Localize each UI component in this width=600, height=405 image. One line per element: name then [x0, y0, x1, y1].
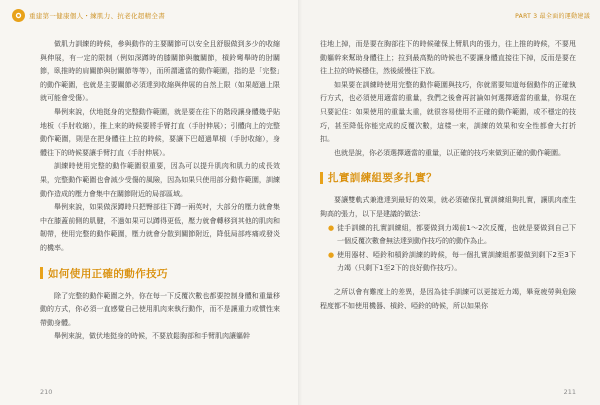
page-number-left: 210	[40, 388, 53, 396]
section-heading-text: 如何使用正確的動作技巧	[48, 267, 168, 280]
book-title: 重建第一健康個人・練肌力、抗老化超精全書	[29, 12, 165, 20]
chapter-title: PART 3 最全面的運動建議	[515, 13, 590, 20]
paragraph: 如果要在訓練時使用完整的動作範圍與技巧，你就需要知道每個動作的正確執行方式，也必須使用適當的重量，我們之後會再討論如何選擇適當的重量，你現在只要記住：如果使用的重量太重，就很容易使用不正確的動作範圍，或不穩定的技巧，甚至降低你能完成的反覆次數，這樣一來，訓練的效果和安全性都會大打折扣。	[320, 80, 576, 144]
brand-logo-icon	[12, 9, 25, 22]
paragraph: 也就是說，你必須選擇適當的重量，以正確的技巧來做到正確的動作範圍。	[334, 148, 565, 157]
left-header	[12, 9, 165, 22]
bullet-list	[320, 222, 576, 276]
paragraph: 往地上掉，而是要在胸部往下的時候確保上臂肌肉的張力，往上推的時候，不要甩動軀幹來幫助身體往上；拉到最高點的時候也不要讓身體直接往下掉，反而是要在往上拉的時候穩住，然後緩慢往下放。	[320, 40, 576, 76]
page-number-right: 211	[563, 388, 576, 396]
paragraph: 要讓雙軌式兼進達到最好的效果，就必須確保扎實訓練組夠扎實，讓肌肉產生夠高的張力，以下是建議的做法：	[320, 196, 576, 218]
paragraph: 舉例來說，做伏地挺身的時候，不要放鬆胸部和手臂肌肉讓軀幹	[54, 332, 250, 341]
paragraph: 除了完整的動作範圍之外，你在每一下反覆次數也都要控制身體和重量移動的方式，你必須一直感覺自己使用肌肉來執行動作，而不是讓重力或慣性來帶動身體。	[40, 291, 280, 327]
bullet-icon: ●	[328, 223, 335, 232]
paragraph: 訓練時使用完整的動作範圍很重要，因為可以提升肌肉和肌力的成長效果，完整動作範圍也會減少受傷的風險，因為如果只使用部分動作範圍，訓練動作造成的壓力會集中在關節附近的局部區域。	[40, 162, 280, 198]
paragraph: 舉例來說，伏地挺身的完整動作範圍，就是要在往下的階段讓身體幾乎貼地板（手肘收縮），推上來的時候要將手臂打直（手肘伸展）；引體向上的完整動作範圍，則是在把身體往上拉的時候，要讓下巴超過單槓（手肘收縮），身體往下的時候要讓手臂打直（手肘伸展）。	[40, 107, 280, 157]
heading-accent-bar	[320, 172, 323, 184]
right-page	[300, 0, 600, 405]
list-item	[328, 249, 576, 276]
section-heading	[320, 170, 576, 185]
paragraph: 做肌力訓練的時候，參與動作的主要關節可以安全且舒服做到多少的收縮與伸展，有一定的限制（例如深蹲時的膝關節與髖關節，槓鈴彎舉時的肘關節，臥推時的肩關節與肘關節等等），而所謂適當的動作範圍，指的是「完整」的動作範圍，也就是主要關節必須達到收縮與伸展的自然上限（如果超過上限就可能會受傷）。	[40, 40, 280, 103]
paragraph: 舉例來說，如果做深蹲時只把臀部往下蹲一兩英吋，大部分的壓力就會集中在膝蓋前側的肌腱，不過如果可以蹲得更低，壓力就會轉移到其他的肌肉和韌帶，使用完整的動作範圍，壓力就會分散到關節附近，降低局部疼痛或發炎的機率。	[40, 203, 280, 252]
left-body	[40, 38, 280, 344]
list-item-text: 使用器材、啞鈴和槓鈴訓練的時候，每一個扎實訓練組都要做到剩下2至3下力竭（只剩下1至2下的良好動作技巧）。	[337, 250, 576, 273]
book-gutter	[298, 0, 302, 405]
section-heading	[40, 266, 280, 281]
list-item-text: 徒手訓練的扎實訓練組，都要做到力竭前1～2次反覆，也就是要做到自己下一個反覆次數會無法達到動作技巧的的動作為止。	[337, 223, 576, 246]
paragraph: 之所以會有難度上的差異，是因為徒手訓練可以更接近力竭，畢竟疲勞與危險程度都不如使用機器、槓鈴、啞鈴的時候，所以如果你	[320, 287, 576, 310]
heading-accent-bar	[40, 267, 43, 279]
list-item	[328, 222, 576, 249]
bullet-icon: ●	[328, 250, 335, 259]
right-body	[320, 38, 576, 313]
section-heading-text: 扎實訓練組要多扎實？	[328, 172, 437, 185]
